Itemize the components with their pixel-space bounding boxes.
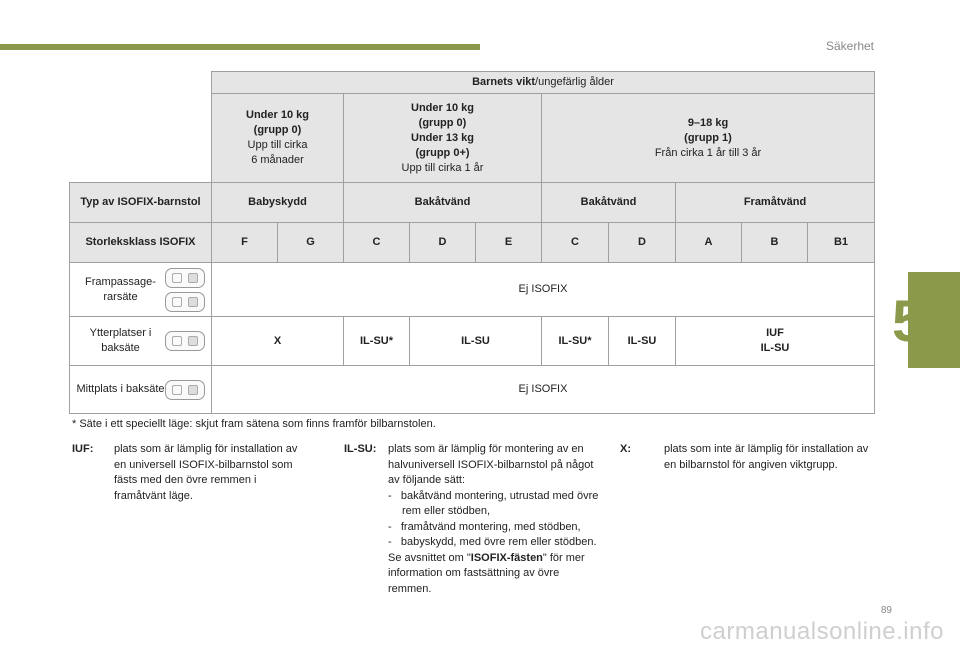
size-class: C xyxy=(542,223,609,263)
chapter-number: 5 xyxy=(892,289,925,354)
car-seat-icon xyxy=(165,292,205,312)
page-number: 89 xyxy=(880,605,892,616)
rear-outer-value: IL-SU* xyxy=(344,317,410,366)
size-class: A xyxy=(676,223,742,263)
footnote: * Säte i ett speciellt läge: skjut fram sätena som finns framför bilbarnstolen. xyxy=(72,418,436,430)
rear-outer-value: IL-SU xyxy=(609,317,676,366)
type-row xyxy=(70,183,875,223)
car-seat-icon xyxy=(165,268,205,288)
car-seat-icon xyxy=(165,331,205,351)
table-row xyxy=(70,317,875,366)
seat-rear-outer: Ytterplatser i baksäte xyxy=(70,317,212,366)
definition-x: X: plats som inte är lämplig för installation av en bilbarnstol för angiven viktgrupp. xyxy=(620,443,869,471)
isofix-table xyxy=(69,71,875,414)
type-bakatvand: Bakåtvänd xyxy=(344,183,542,223)
type-framatvand: Framåtvänd xyxy=(676,183,875,223)
size-class: B xyxy=(742,223,808,263)
rear-middle-value: Ej ISOFIX xyxy=(212,366,875,414)
car-seat-icon xyxy=(165,380,205,400)
size-class: G xyxy=(278,223,344,263)
size-class: E xyxy=(476,223,542,263)
definition-il-su: IL-SU: plats som är lämplig för montering av en halvuniversell ISOFIX-bilbarnstol på något av följande sätt: - bakåtvänd montering, utrustad med övre rem eller stödben, - framåtvänd montering, med stödben, - babyskydd, med övre rem eller stödben. Se avsnittet om "ISOFIX-fästen" för mer information om fastsättning av övre remmen. xyxy=(344,443,599,595)
weight-header: Barnets vikt/ungefärlig ålder xyxy=(212,72,875,94)
rear-outer-value: IL-SU xyxy=(410,317,542,366)
type-babyskydd: Babyskydd xyxy=(212,183,344,223)
table-row xyxy=(70,263,875,317)
rear-outer-value: IL-SU* xyxy=(542,317,609,366)
type-bakatvand: Bakåtvänd xyxy=(542,183,676,223)
table-row xyxy=(70,366,875,414)
seat-front-passenger: Frampassage-rarsäte xyxy=(70,263,212,317)
size-class: D xyxy=(609,223,676,263)
group-1-header: 9–18 kg (grupp 1) Från cirka 1 år till 3 år xyxy=(542,94,875,183)
size-class: F xyxy=(212,223,278,263)
section-title: Säkerhet xyxy=(825,39,874,53)
rear-outer-value-forward: IUF IL-SU xyxy=(676,317,875,366)
size-class: D xyxy=(410,223,476,263)
section-color-bar xyxy=(0,44,480,50)
front-passenger-value: Ej ISOFIX xyxy=(212,263,875,317)
type-label: Typ av ISOFIX-barnstol xyxy=(70,183,212,223)
seat-rear-middle: Mittplats i baksäte xyxy=(70,366,212,414)
rear-outer-value: X xyxy=(212,317,344,366)
size-class: C xyxy=(344,223,410,263)
group-0plus-header: Under 10 kg (grupp 0) Under 13 kg (grupp 0+) Upp till cirka 1 år xyxy=(344,94,542,183)
size-class: B1 xyxy=(808,223,875,263)
size-label: Storleksklass ISOFIX xyxy=(70,223,212,263)
watermark: carmanualsonline.info xyxy=(700,618,944,645)
size-row xyxy=(70,223,875,263)
definition-iuf: IUF: plats som är lämplig för installation av en universell ISOFIX-bilbarnstol som fästs med den övre remmen i framåtvänt läge. xyxy=(72,443,298,502)
group-0-header: Under 10 kg (grupp 0) Upp till cirka 6 månader xyxy=(212,94,344,183)
